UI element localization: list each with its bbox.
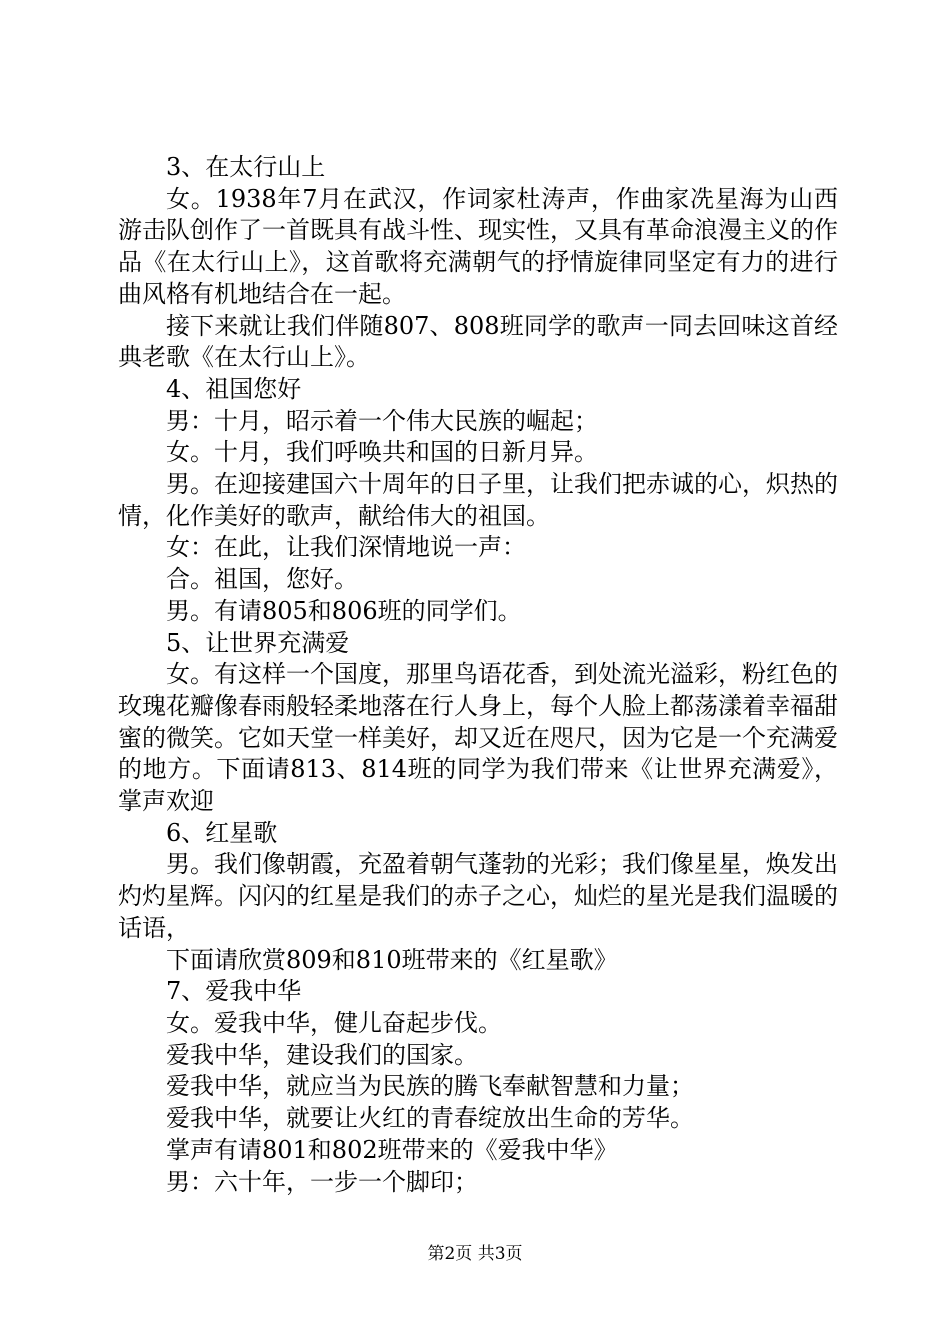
section-heading-5: 5、让世界充满爱 [166,628,350,657]
paragraph: 爱我中华，建设我们的国家。 [166,1040,478,1069]
section-heading-6: 6、红星歌 [166,818,278,847]
paragraph: 爱我中华，就要让火红的青春绽放出生命的芳华。 [166,1104,694,1133]
paragraph: 男：六十年，一步一个脚印； [166,1167,478,1196]
paragraph: 接下来就让我们伴随807、808班同学的歌声一同去回味这首经典老歌《在太行山上》。 [118,311,838,372]
paragraph: 女。十月，我们呼唤共和国的日新月异。 [166,438,598,467]
section-heading-4: 4、祖国您好 [166,374,302,403]
section-heading-7: 7、爱我中华 [166,977,302,1006]
paragraph: 女。爱我中华，健儿奋起步伐。 [166,1008,502,1037]
page-footer: 第2页 共3页 [427,1244,523,1264]
paragraph: 合。祖国，您好。 [166,565,358,594]
paragraph: 女：在此，让我们深情地说一声： [166,533,526,562]
paragraph: 下面请欣赏809和810班带来的《红星歌》 [166,945,618,974]
paragraph: 男：十月，昭示着一个伟大民族的崛起； [166,406,598,435]
document-body [118,152,838,1198]
paragraph: 女。有这样一个国度，那里鸟语花香，到处流光溢彩，粉红色的玫瑰花瓣像春雨般轻柔地落在行人身上，每个人脸上都荡漾着幸福甜蜜的微笑。它如天堂一样美好，却又近在咫尺，因为它是一个充满爱的地方。下面请813、814班的同学为我们带来《让世界充满爱》，掌声欢迎 [118,660,838,816]
paragraph: 男。有请805和806班的同学们。 [166,596,522,625]
paragraph: 爱我中华，就应当为民族的腾飞奉献智慧和力量； [166,1072,694,1101]
paragraph: 男。在迎接建国六十周年的日子里，让我们把赤诚的心，炽热的情，化作美好的歌声，献给伟大的祖国。 [118,470,838,530]
paragraph: 掌声有请801和802班带来的《爱我中华》 [166,1135,618,1164]
paragraph: 男。我们像朝霞，充盈着朝气蓬勃的光彩；我们像星星，焕发出灼灼星辉。闪闪的红星是我们的赤子之心，灿烂的星光是我们温暖的话语， [118,850,838,942]
paragraph: 女。1938年7月在武汉，作词家杜涛声，作曲家冼星海为山西游击队创作了一首既具有战斗性、现实性，又具有革命浪漫主义的作品《在太行山上》，这首歌将充满朝气的抒情旋律同坚定有力的进行曲风格有机地结合在一起。 [118,184,838,308]
section-heading-3: 3、在太行山上 [166,153,326,181]
